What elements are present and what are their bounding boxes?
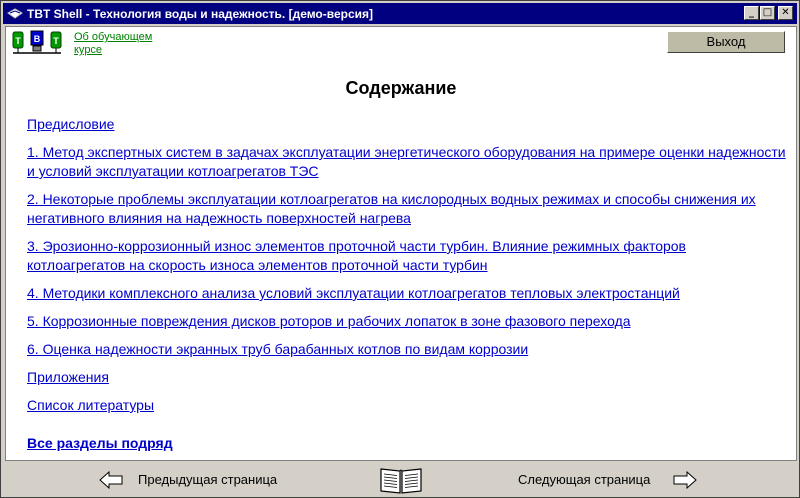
app-icon xyxy=(7,7,23,20)
toc-item-bibliography[interactable]: Список литературы xyxy=(27,397,155,413)
page-title: Содержание xyxy=(345,78,457,98)
toc-item-section-3[interactable]: 3. Эрозионно-коррозионный износ элементов проточной части турбин. Влияние режимных факторов котлоагрегатов на скорость износа элементов проточной части турбин xyxy=(27,238,686,273)
toc-item-appendices[interactable]: Приложения xyxy=(27,369,109,385)
maximize-button[interactable]: □ xyxy=(760,6,775,20)
toc-item-section-2[interactable]: 2. Некоторые проблемы эксплуатации котлоагрегатов на кислородных водных режимах и способы снижения их негативного влияния на надежность поверхностей нагрева xyxy=(27,191,756,226)
toc-item-section-1[interactable]: 1. Метод экспертных систем в задачах эксплуатации энергетического оборудования на примере оценки надежности и условий эксплуатации котлоагрегатов ТЭС xyxy=(27,144,786,179)
content-area xyxy=(5,26,797,461)
toc-item-section-6[interactable]: 6. Оценка надежности экранных труб барабанных котлов по видам коррозии xyxy=(27,341,529,357)
next-page-link[interactable]: Следующая страница xyxy=(518,472,651,487)
toc-item-section-5[interactable]: 5. Коррозионные повреждения дисков роторов и рабочих лопаток в зоне фазового перехода xyxy=(27,313,631,329)
table-of-contents xyxy=(27,115,787,453)
tbt-logo-icon xyxy=(11,30,63,56)
logo-letter-right: Т xyxy=(53,36,59,46)
all-sections-link[interactable]: Все разделы подряд xyxy=(27,435,173,451)
toc-item-section-4[interactable]: 4. Методики комплексного анализа условий эксплуатации котлоагрегатов тепловых электростанций xyxy=(27,285,680,301)
title-bar[interactable] xyxy=(3,3,797,24)
minimize-button[interactable]: _ xyxy=(744,6,759,20)
window-title: TBT Shell - Технология воды и надежность. [демо-версия] xyxy=(27,7,374,21)
next-arrow-icon[interactable] xyxy=(673,471,697,489)
toc-item-preface[interactable]: Предисловие xyxy=(27,116,115,132)
previous-arrow-icon[interactable] xyxy=(99,471,123,489)
previous-page-link[interactable]: Предыдущая страница xyxy=(138,472,278,487)
logo-letter-middle: В xyxy=(33,34,41,44)
about-course-link[interactable]: Об обучающем курсе xyxy=(74,31,153,56)
close-button[interactable]: ✕ xyxy=(778,6,793,20)
exit-button[interactable]: Выход xyxy=(667,31,785,53)
logo-letter-left: Т xyxy=(15,36,21,46)
book-icon[interactable] xyxy=(379,465,423,495)
navigation-bar xyxy=(1,461,799,497)
